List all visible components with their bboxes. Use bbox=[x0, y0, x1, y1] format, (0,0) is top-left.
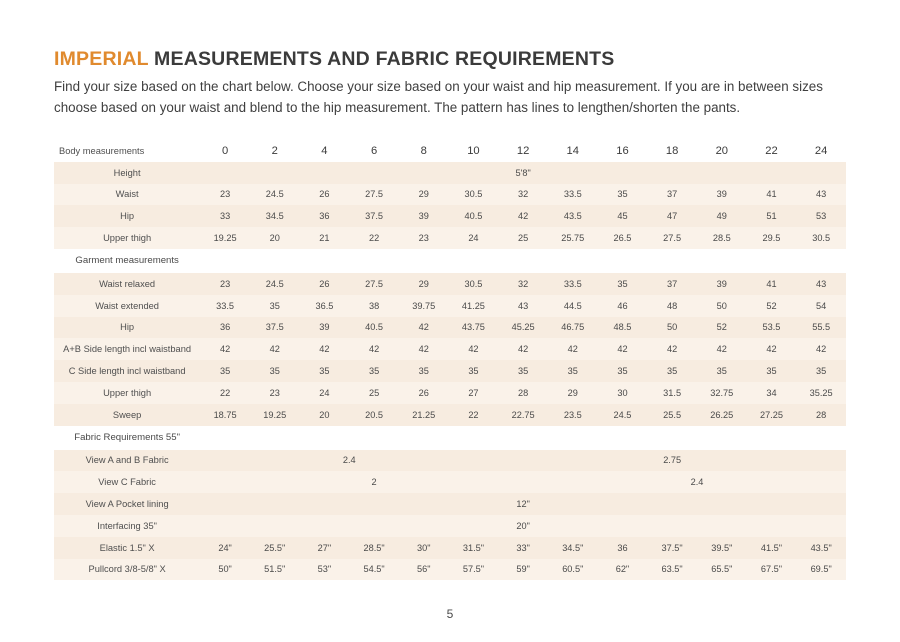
row-cell: 35 bbox=[598, 273, 648, 295]
size-column-header: 2 bbox=[250, 140, 300, 162]
row-cell: 42 bbox=[250, 338, 300, 360]
row-cell: 49 bbox=[697, 205, 747, 227]
section-label: Garment measurements bbox=[54, 249, 200, 273]
row-cell: 21 bbox=[300, 227, 350, 249]
row-cell: 33.5 bbox=[548, 273, 598, 295]
table-row bbox=[54, 162, 846, 184]
row-cell: 34.5 bbox=[250, 205, 300, 227]
row-cell: 33" bbox=[498, 537, 548, 559]
row-cell: 33.5 bbox=[200, 295, 250, 317]
row-label: View A Pocket lining bbox=[54, 493, 200, 515]
row-cell: 63.5" bbox=[647, 559, 697, 581]
row-cell: 44.5 bbox=[548, 295, 598, 317]
row-cell: 31.5" bbox=[449, 537, 499, 559]
row-cell: 35 bbox=[200, 360, 250, 382]
row-cell: 27.5 bbox=[349, 273, 399, 295]
row-cell: 52 bbox=[747, 295, 797, 317]
row-cell: 20.5 bbox=[349, 404, 399, 426]
row-cell: 55.5 bbox=[796, 317, 846, 339]
row-cell: 37.5 bbox=[250, 317, 300, 339]
row-cell: 40.5 bbox=[449, 205, 499, 227]
row-label: A+B Side length incl waistband bbox=[54, 338, 200, 360]
table-row bbox=[54, 493, 846, 515]
row-cell: 35 bbox=[598, 184, 648, 206]
row-cell: 24 bbox=[449, 227, 499, 249]
row-cell: 37.5 bbox=[349, 205, 399, 227]
row-cell: 50" bbox=[200, 559, 250, 581]
row-cell: 27.5 bbox=[349, 184, 399, 206]
row-cell: 56" bbox=[399, 559, 449, 581]
row-cell: 22 bbox=[449, 404, 499, 426]
row-cell: 26 bbox=[399, 382, 449, 404]
row-cell: 42 bbox=[796, 338, 846, 360]
section-label-row bbox=[54, 426, 846, 450]
row-cell: 32 bbox=[498, 273, 548, 295]
section-label-filler bbox=[200, 249, 846, 273]
row-cell: 30.5 bbox=[449, 273, 499, 295]
row-cell: 39 bbox=[697, 184, 747, 206]
row-cell: 25 bbox=[498, 227, 548, 249]
row-cell: 29.5 bbox=[747, 227, 797, 249]
row-cell: 26 bbox=[300, 184, 350, 206]
table-header-row bbox=[54, 140, 846, 162]
row-label: Waist relaxed bbox=[54, 273, 200, 295]
table-row bbox=[54, 184, 846, 206]
section-label: Fabric Requirements 55" bbox=[54, 426, 200, 450]
row-cell: 52 bbox=[697, 317, 747, 339]
row-cell: 22.75 bbox=[498, 404, 548, 426]
table-row bbox=[54, 450, 846, 472]
table-row bbox=[54, 559, 846, 581]
row-cell: 37 bbox=[647, 184, 697, 206]
row-cell: 30.5 bbox=[796, 227, 846, 249]
row-cell: 54 bbox=[796, 295, 846, 317]
row-cell: 50 bbox=[697, 295, 747, 317]
row-cell: 39.75 bbox=[399, 295, 449, 317]
row-cell: 43 bbox=[498, 295, 548, 317]
row-cell: 38 bbox=[349, 295, 399, 317]
row-span-value: 2.4 bbox=[200, 450, 498, 472]
row-cell: 22 bbox=[349, 227, 399, 249]
row-cell: 39.5" bbox=[697, 537, 747, 559]
row-cell: 39 bbox=[300, 317, 350, 339]
row-cell: 35 bbox=[250, 360, 300, 382]
row-cell: 43 bbox=[796, 184, 846, 206]
row-cell: 33 bbox=[200, 205, 250, 227]
row-cell: 23 bbox=[250, 382, 300, 404]
row-cell: 18.75 bbox=[200, 404, 250, 426]
row-cell: 27" bbox=[300, 537, 350, 559]
size-column-header: 20 bbox=[697, 140, 747, 162]
row-cell: 30 bbox=[598, 382, 648, 404]
row-label: Upper thigh bbox=[54, 227, 200, 249]
row-cell: 42 bbox=[300, 338, 350, 360]
row-cell: 35 bbox=[349, 360, 399, 382]
size-column-header: 18 bbox=[647, 140, 697, 162]
row-label: Sweep bbox=[54, 404, 200, 426]
row-cell: 23 bbox=[200, 273, 250, 295]
table-row bbox=[54, 515, 846, 537]
row-cell: 32.75 bbox=[697, 382, 747, 404]
row-label: C Side length incl waistband bbox=[54, 360, 200, 382]
row-cell: 32 bbox=[498, 184, 548, 206]
row-cell: 26.5 bbox=[598, 227, 648, 249]
row-cell: 26.25 bbox=[697, 404, 747, 426]
row-cell: 20 bbox=[300, 404, 350, 426]
row-cell: 46.75 bbox=[548, 317, 598, 339]
row-span-value: 2.4 bbox=[548, 471, 846, 493]
row-cell: 42 bbox=[548, 338, 598, 360]
intro-paragraph: Find your size based on the chart below. Choose your size based on your waist and hip measurement. If you are in between sizes choose based on your waist and blend to the hip measurement. The pattern has lines to lengthen/shorten the pants. bbox=[54, 79, 823, 115]
section-label-row bbox=[54, 249, 846, 273]
row-cell: 35 bbox=[697, 360, 747, 382]
page-title-accent: IMPERIAL bbox=[54, 48, 149, 70]
table-row bbox=[54, 338, 846, 360]
row-span-value: 20" bbox=[200, 515, 846, 537]
row-cell: 42 bbox=[498, 338, 548, 360]
row-label: Height bbox=[54, 162, 200, 184]
row-cell: 53.5 bbox=[747, 317, 797, 339]
row-label: Upper thigh bbox=[54, 382, 200, 404]
row-cell: 35 bbox=[449, 360, 499, 382]
row-cell: 40.5 bbox=[349, 317, 399, 339]
row-cell: 53 bbox=[796, 205, 846, 227]
size-column-header: 24 bbox=[796, 140, 846, 162]
row-cell: 42 bbox=[498, 205, 548, 227]
row-cell: 24 bbox=[300, 382, 350, 404]
table-row bbox=[54, 295, 846, 317]
row-cell: 42 bbox=[200, 338, 250, 360]
row-cell: 36.5 bbox=[300, 295, 350, 317]
size-column-header: 4 bbox=[300, 140, 350, 162]
row-cell: 34.5" bbox=[548, 537, 598, 559]
row-cell: 19.25 bbox=[250, 404, 300, 426]
row-label: Waist extended bbox=[54, 295, 200, 317]
row-cell: 35 bbox=[796, 360, 846, 382]
row-cell: 27.25 bbox=[747, 404, 797, 426]
row-cell: 36 bbox=[598, 537, 648, 559]
row-cell: 43 bbox=[796, 273, 846, 295]
row-label: Elastic 1.5" X bbox=[54, 537, 200, 559]
row-cell: 35 bbox=[548, 360, 598, 382]
row-cell: 24.5 bbox=[598, 404, 648, 426]
row-cell: 37.5" bbox=[647, 537, 697, 559]
page-title-rest: MEASUREMENTS AND FABRIC REQUIREMENTS bbox=[154, 48, 615, 70]
page-title bbox=[54, 48, 614, 71]
row-cell: 39 bbox=[399, 205, 449, 227]
size-column-header: 12 bbox=[498, 140, 548, 162]
row-cell: 23.5 bbox=[548, 404, 598, 426]
row-cell: 27 bbox=[449, 382, 499, 404]
row-cell: 35 bbox=[498, 360, 548, 382]
page-number: 5 bbox=[446, 607, 454, 621]
row-label: Hip bbox=[54, 205, 200, 227]
row-cell: 34 bbox=[747, 382, 797, 404]
row-cell: 42 bbox=[697, 338, 747, 360]
row-cell: 48 bbox=[647, 295, 697, 317]
row-cell: 31.5 bbox=[647, 382, 697, 404]
row-cell: 41.25 bbox=[449, 295, 499, 317]
row-cell: 65.5" bbox=[697, 559, 747, 581]
row-cell: 35 bbox=[598, 360, 648, 382]
row-span-value: 12" bbox=[200, 493, 846, 515]
row-cell: 41.5" bbox=[747, 537, 797, 559]
row-label: Interfacing 35" bbox=[54, 515, 200, 537]
row-cell: 29 bbox=[399, 273, 449, 295]
row-cell: 25.5" bbox=[250, 537, 300, 559]
row-cell: 39 bbox=[697, 273, 747, 295]
row-cell: 35 bbox=[250, 295, 300, 317]
row-cell: 41 bbox=[747, 273, 797, 295]
row-cell: 36 bbox=[300, 205, 350, 227]
row-cell: 23 bbox=[200, 184, 250, 206]
row-cell: 67.5" bbox=[747, 559, 797, 581]
row-label: Waist bbox=[54, 184, 200, 206]
row-cell: 50 bbox=[647, 317, 697, 339]
row-cell: 19.25 bbox=[200, 227, 250, 249]
section-label-filler bbox=[200, 426, 846, 450]
row-cell: 42 bbox=[647, 338, 697, 360]
row-cell: 42 bbox=[747, 338, 797, 360]
row-cell: 42 bbox=[598, 338, 648, 360]
row-cell: 25.75 bbox=[548, 227, 598, 249]
row-cell: 27.5 bbox=[647, 227, 697, 249]
row-cell: 41 bbox=[747, 184, 797, 206]
size-column-header: 16 bbox=[598, 140, 648, 162]
row-cell: 48.5 bbox=[598, 317, 648, 339]
table-header-label: Body measurements bbox=[54, 140, 200, 162]
row-cell: 35.25 bbox=[796, 382, 846, 404]
row-cell: 42 bbox=[349, 338, 399, 360]
row-span-value: 2.75 bbox=[498, 450, 846, 472]
row-cell: 54.5" bbox=[349, 559, 399, 581]
row-cell: 28 bbox=[796, 404, 846, 426]
table-row bbox=[54, 317, 846, 339]
row-cell: 29 bbox=[399, 184, 449, 206]
row-cell: 28.5" bbox=[349, 537, 399, 559]
row-cell: 33.5 bbox=[548, 184, 598, 206]
row-cell: 22 bbox=[200, 382, 250, 404]
row-cell: 28 bbox=[498, 382, 548, 404]
row-cell: 30" bbox=[399, 537, 449, 559]
row-cell: 51 bbox=[747, 205, 797, 227]
row-cell: 26 bbox=[300, 273, 350, 295]
row-cell: 45.25 bbox=[498, 317, 548, 339]
table-row bbox=[54, 382, 846, 404]
row-cell: 28.5 bbox=[697, 227, 747, 249]
row-cell: 47 bbox=[647, 205, 697, 227]
row-cell: 69.5" bbox=[796, 559, 846, 581]
row-cell: 60.5" bbox=[548, 559, 598, 581]
size-column-header: 10 bbox=[449, 140, 499, 162]
table-row bbox=[54, 273, 846, 295]
row-cell: 43.5" bbox=[796, 537, 846, 559]
row-cell: 29 bbox=[548, 382, 598, 404]
row-cell: 35 bbox=[747, 360, 797, 382]
measurements-table bbox=[54, 140, 846, 580]
row-cell: 59" bbox=[498, 559, 548, 581]
table-row bbox=[54, 227, 846, 249]
row-cell: 53" bbox=[300, 559, 350, 581]
table-row bbox=[54, 404, 846, 426]
table-row bbox=[54, 205, 846, 227]
row-cell: 42 bbox=[399, 338, 449, 360]
row-cell: 43.5 bbox=[548, 205, 598, 227]
table-row bbox=[54, 360, 846, 382]
table-row bbox=[54, 471, 846, 493]
size-column-header: 22 bbox=[747, 140, 797, 162]
size-column-header: 14 bbox=[548, 140, 598, 162]
row-label: Pullcord 3/8-5/8" X bbox=[54, 559, 200, 581]
row-cell: 25 bbox=[349, 382, 399, 404]
row-cell: 21.25 bbox=[399, 404, 449, 426]
row-cell: 23 bbox=[399, 227, 449, 249]
row-cell: 57.5" bbox=[449, 559, 499, 581]
row-label: View C Fabric bbox=[54, 471, 200, 493]
row-cell: 30.5 bbox=[449, 184, 499, 206]
row-label: Hip bbox=[54, 317, 200, 339]
row-cell: 35 bbox=[399, 360, 449, 382]
row-cell: 20 bbox=[250, 227, 300, 249]
row-cell: 35 bbox=[300, 360, 350, 382]
size-column-header: 6 bbox=[349, 140, 399, 162]
row-cell: 42 bbox=[449, 338, 499, 360]
row-cell: 37 bbox=[647, 273, 697, 295]
row-cell: 35 bbox=[647, 360, 697, 382]
row-label: View A and B Fabric bbox=[54, 450, 200, 472]
row-span-value: 2 bbox=[200, 471, 548, 493]
row-cell: 24" bbox=[200, 537, 250, 559]
row-span-value: 5'8" bbox=[200, 162, 846, 184]
row-cell: 45 bbox=[598, 205, 648, 227]
row-cell: 36 bbox=[200, 317, 250, 339]
size-column-header: 0 bbox=[200, 140, 250, 162]
row-cell: 24.5 bbox=[250, 273, 300, 295]
table-row bbox=[54, 537, 846, 559]
row-cell: 46 bbox=[598, 295, 648, 317]
row-cell: 25.5 bbox=[647, 404, 697, 426]
row-cell: 42 bbox=[399, 317, 449, 339]
row-cell: 62" bbox=[598, 559, 648, 581]
row-cell: 24.5 bbox=[250, 184, 300, 206]
row-cell: 43.75 bbox=[449, 317, 499, 339]
row-cell: 51.5" bbox=[250, 559, 300, 581]
size-column-header: 8 bbox=[399, 140, 449, 162]
